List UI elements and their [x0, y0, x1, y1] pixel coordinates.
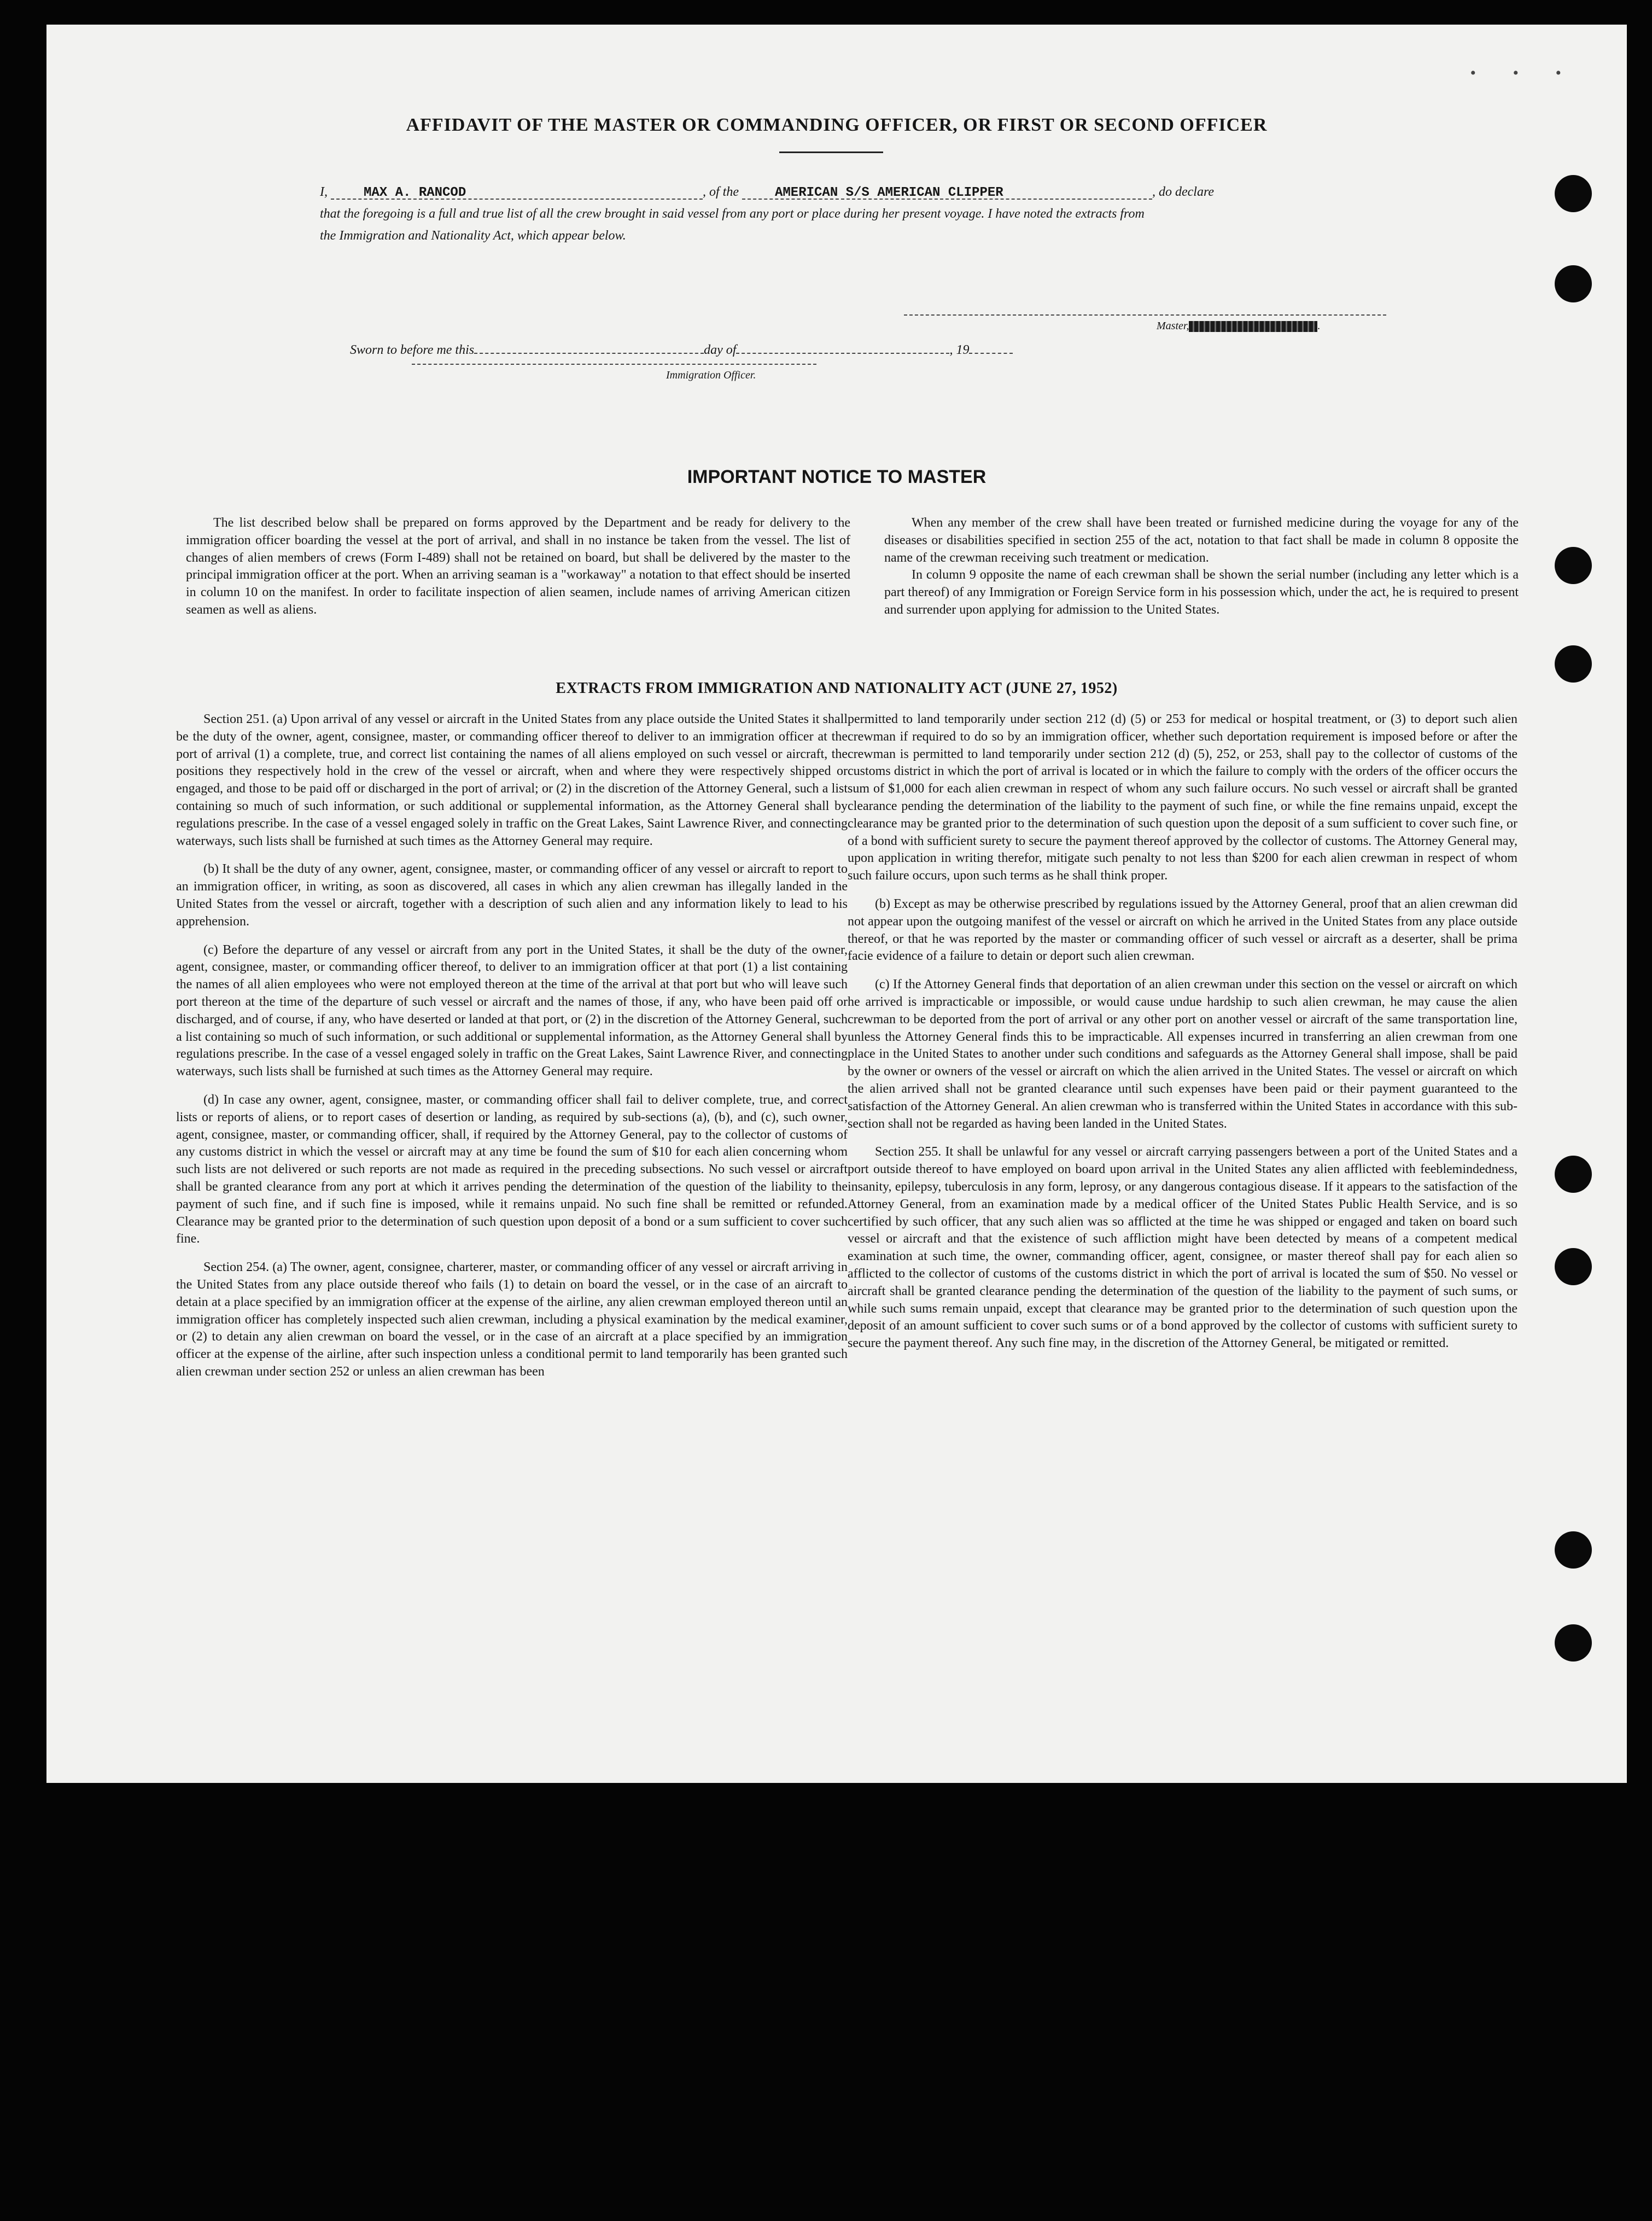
notice-right-paragraph-1: When any member of the crew shall have been treated or furnished medicine during the voyage for any of the diseases or disabilities specified in section 255 of the act, notation to that fact shall be made in column 8 opposite the name of the crewman receiving such treatment or medication.	[884, 516, 1519, 565]
master-signature-line[interactable]	[904, 314, 1386, 316]
affidavit-title: AFFIDAVIT OF THE MASTER OR COMMANDING OFFICER, OR FIRST OR SECOND OFFICER	[406, 115, 1268, 135]
section-254a-continued: permitted to land temporarily under section 212 (d) (5) or 253 for medical or hospital treatment, or (3) to deport such alien crewman if required to do so by an immigration officer, whether such deportation requirement is imposed before or after the crewman is permitted to land temporarily under section 212 (d) (5), 252, or 253, shall pay to the collector of customs of the customs district in which the port of arrival is located or in which the failure to comply with the orders of the officer occurs the sum of $1,000 for each alien crewman in respect of whom any such failure occurs. No such vessel or aircraft shall be granted clearance pending the determination of the liability to the payment of such fine, or while the fine remains unpaid, except the clearance may be granted prior to the determination of such question upon the deposit of a sum sufficient to cover such fine, or of a bond with sufficient surety to secure the payment thereof approved by the collector of customs. The Attorney General may, upon application in writing therefor, mitigate such penalty to not less than $200 for each alien crewman in respect of whom such failure occurs, upon such terms as he shall think proper.	[848, 712, 1517, 883]
declaration-block	[320, 181, 1414, 247]
document-page	[46, 25, 1627, 1783]
do-declare-label: , do declare	[1152, 185, 1215, 199]
extracts-right-column	[848, 711, 1517, 1353]
sworn-month-field[interactable]	[736, 335, 949, 354]
section-251b: (b) It shall be the duty of any owner, agent, consignee, master, or commanding officer of any vessel or aircraft to report to an immigration officer, in writing, as soon as discovered, all cases in which any alien crewman has illegally landed in the United States from the vessel or aircraft, together with a description of such alien and any information likely to lead to his apprehension.	[176, 862, 848, 929]
master-name-field[interactable]: MAX A. RANCOD	[331, 182, 703, 200]
section-251c: (c) Before the departure of any vessel or aircraft from any port in the United States, it shall be the duty of the owner, agent, consignee, master, or commanding officer thereof, to deliver to an immigration officer at that port (1) a list containing the names of all alien employees who were not employed thereon at the time of the arrival at that port but who will leave such port thereon at the time of the departure of such vessel or aircraft and the names of those, if any, who have been paid off or discharged, and of course, if any, who have deserted or landed at that port, or (2) in the discretion of the Attorney General, such a list containing so much of such information, or such additional or supplemental information, as the Attorney General shall by regulations prescribe. In the case of a vessel engaged solely in traffic on the Great Lakes, Saint Lawrence River, and connecting waterways, such lists shall be furnished at such times as the Attorney General may require.	[176, 942, 848, 1079]
title-divider	[779, 151, 883, 153]
notice-left-column	[186, 515, 850, 619]
sworn-statement	[350, 335, 1013, 358]
declaration-statement-line1: that the foregoing is a full and true list of all the crew brought in said vessel from any port or place during her present voyage. I have noted the extracts from	[320, 207, 1145, 221]
notice-right-column	[884, 515, 1519, 619]
binder-hole-5	[1555, 1156, 1592, 1193]
declaration-statement-line2: the Immigration and Nationality Act, which appear below.	[320, 229, 626, 243]
corner-marks: • • •	[1470, 64, 1578, 82]
vessel-name-field[interactable]: AMERICAN S/S AMERICAN CLIPPER	[742, 182, 1152, 200]
master-label: Master,	[1157, 320, 1189, 332]
section-251d: (d) In case any owner, agent, consignee, master, or commanding officer shall fail to deliver complete, true, and correct lists or reports of aliens, or to report cases of desertion or landing, as required by sub-sections (a), (b), and (c), such owner, agent, consignee, master, or commanding officer, shall, if required by the Attorney General, pay to the collector of customs of any customs district in which the vessel or aircraft may at any time be found the sum of $10 for each alien concerning whom such lists are not delivered or such reports are not made as required in the preceding subsections. No such vessel or aircraft shall be granted clearance from any port at which it arrives pending the determination of the question of the liability to the payment of such fine, and if such fine is imposed, while it remains unpaid. No such fine shall be remitted or refunded. Clearance may be granted prior to the determination of such question upon deposit of a bond or a sum sufficient to cover such fine.	[176, 1092, 848, 1246]
section-254c: (c) If the Attorney General finds that deportation of an alien crewman under this section on the vessel or aircraft on which he arrived is impracticable or impossible, or would cause undue hardship to such alien crewman, he may cause the alien crewman to be deported from the port of arrival or any other port on another vessel or aircraft of the same transportation line, unless the Attorney General finds this to be impracticable. All expenses incurred in transferring an alien crewman from one place in the United States to another under such conditions and safeguards as the Attorney General shall impose, shall be paid by the owner or owners of the vessel or aircraft on which the alien arrived in the United States. The vessel or aircraft on which the alien arrived shall not be granted clearance until such expenses have been paid or their payment guaranteed to the satisfaction of the Attorney General. An alien crewman who is transferred within the United States in accordance with this sub-section shall not be regarded as having been landed in the United States.	[848, 977, 1517, 1131]
extracts-title: EXTRACTS FROM IMMIGRATION AND NATIONALITY ACT (JUNE 27, 1952)	[556, 680, 1118, 697]
notice-title: IMPORTANT NOTICE TO MASTER	[687, 467, 986, 487]
section-254b: (b) Except as may be otherwise prescribed by regulations issued by the Attorney General, proof that an alien crewman did not appear upon the outgoing manifest of the vessel or aircraft on which he arrived in the United States from any place outside thereof, or that he was reported by the master or commanding officer of such vessel or aircraft as a deserter, shall be prima facie evidence of a failure to detain or deport such alien crewman.	[848, 896, 1517, 964]
binder-hole-6	[1555, 1248, 1592, 1285]
binder-hole-7	[1555, 1531, 1592, 1569]
extracts-left-column	[176, 711, 848, 1381]
notice-right-paragraph-2: In column 9 opposite the name of each crewman shall be shown the serial number (including any letter which is a part thereof) of any Immigration or Foreign Service form in his possession which, under the act, he is required to present and surrender upon applying for admission to the United States.	[884, 568, 1519, 617]
year-prefix-label: , 19	[949, 343, 970, 357]
section-254a: Section 254. (a) The owner, agent, consignee, charterer, master, or commanding officer of any vessel or aircraft arriving in the United States from any place outside thereof who fails (1) to detain on board the vessel, or in the case of an aircraft to detain at a place specified by an immigration officer at the expense of the airline, any alien crewman employed thereon until an immigration officer has completely inspected such alien crewman, including a physical examination by the medical examiner, or (2) to detain any alien crewman on board the vessel, or in the case of an aircraft at a place specified by an immigration officer at the expense of the airline, after such inspection unless a conditional permit to land temporarily has been granted such alien crewman under section 252 or unless an alien crewman has been	[176, 1260, 848, 1379]
binder-hole-1	[1555, 175, 1592, 212]
i-label: I,	[320, 185, 328, 199]
immigration-officer-signature-line[interactable]	[412, 364, 816, 365]
declaration-first-line	[320, 181, 1414, 203]
section-251a: Section 251. (a) Upon arrival of any vessel or aircraft in the United States from any place outside the United States it shall be the duty of the owner, agent, consignee, master, or commanding officer thereof to deliver to an immigration officer at the port of arrival (1) a complete, true, and correct list containing the names of all aliens employed on such vessel or aircraft, the positions they respectively hold in the crew of the vessel or aircraft, when and where they were respectively shipped or engaged, and those to be paid off or discharged in the port of arrival; or (2) in the discretion of the Attorney General, such a list containing so much of such information, or such additional or supplemental information, as the Attorney General shall by regulations prescribe. In the case of a vessel engaged solely in traffic on the Great Lakes, Saint Lawrence River, and connecting waterways, such lists shall be furnished at such times as the Attorney General may require.	[176, 712, 848, 848]
notice-left-paragraph: The list described below shall be prepared on forms approved by the Department and be ready for delivery to the immigration officer boarding the vessel at the port of arrival, and shall in no instance be taken from the vessel. The list of changes of alien members of crews (Form I-489) shall not be retained on board, but shall be delivered by the master to the principal immigration officer at the port. When an arriving seaman is a "workaway" a notation to that effect should be inserted in column 10 on the manifest. In order to facilitate inspection of alien seamen, include names of arriving American citizen seamen as well as aliens.	[186, 516, 850, 617]
section-255: Section 255. It shall be unlawful for any vessel or aircraft carrying passengers between a port of the United States and a port outside thereof to have employed on board upon arrival in the United States any alien afflicted with feeblemindedness, insanity, epilepsy, tuberculosis in any form, leprosy, or any dangerous contagious disease. If it appears to the satisfaction of the Attorney General, from an examination made by a medical officer of the United States Public Health Service, and is so certified by such officer, that any such alien was so afflicted at the time he was shipped or engaged and taken on board such vessel or aircraft and that the existence of such affliction might have been detected by means of a competent medical examination at such time, the owner, commanding officer, agent, consignee, or master thereof shall pay for each alien so afflicted to the collector of customs of the customs district in which the port of arrival is located the sum of $50. No vessel or aircraft shall be granted clearance pending the determination of the question of the liability to the payment of such sums, or while such sums remain unpaid, except that clearance may be granted prior to the determination of such question upon the deposit of an amount sufficient to cover such sums or of a bond approved by the collector of customs with sufficient surety to secure the payment thereof. Any such fine may, in the discretion of the Attorney General, be mitigated or remitted.	[848, 1145, 1517, 1351]
sworn-label: Sworn to before me this	[350, 343, 475, 357]
redacted-title-mark	[1189, 321, 1317, 332]
binder-hole-4	[1555, 645, 1592, 683]
binder-hole-3	[1555, 547, 1592, 584]
sworn-year-field[interactable]	[969, 335, 1013, 354]
binder-hole-2	[1555, 265, 1592, 302]
sworn-day-field[interactable]	[474, 335, 704, 354]
of-the-label: , of the	[703, 185, 739, 199]
day-of-label: day of	[704, 343, 737, 357]
immigration-officer-label: Immigration Officer.	[666, 369, 756, 381]
master-signature-label: Master, .	[1157, 320, 1321, 332]
binder-hole-8	[1555, 1624, 1592, 1662]
